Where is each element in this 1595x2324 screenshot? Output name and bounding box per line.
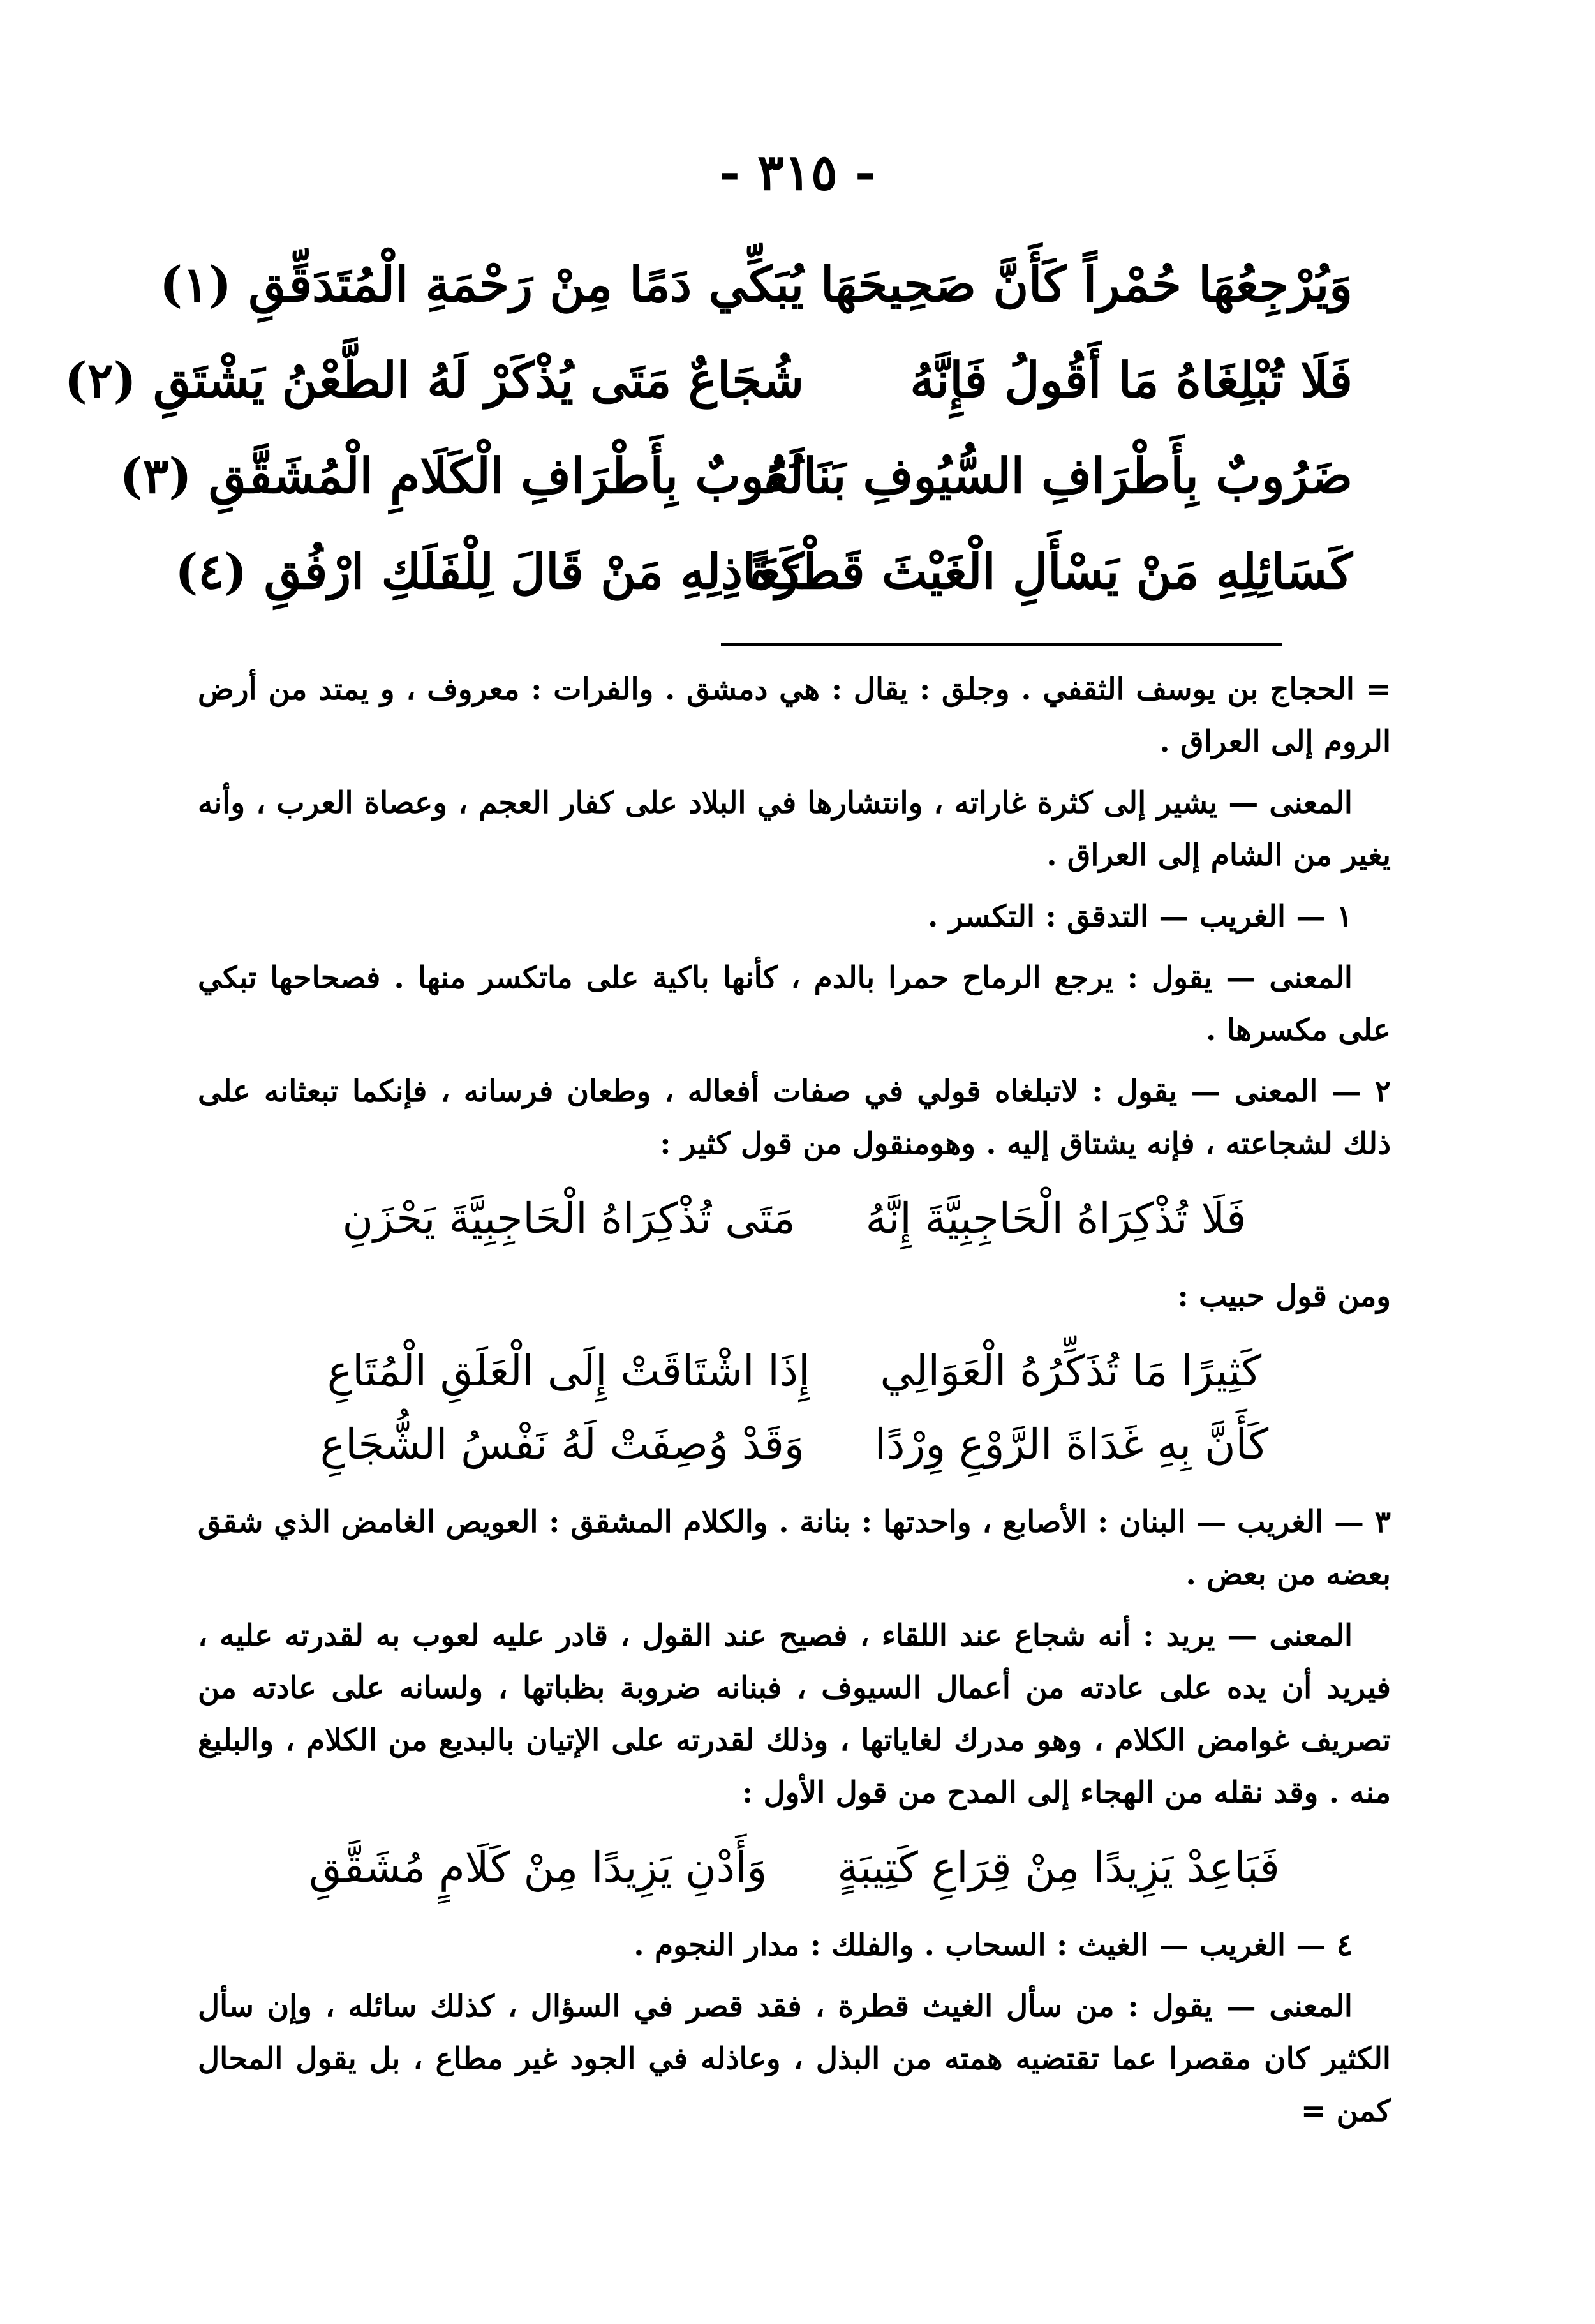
verse-second-hemistich: شُجَاعٌ مَتَى يُذْكَرْ لَهُ الطَّعْنُ يَشْتَقِ (٢) xyxy=(64,351,804,408)
quoted-second-hemistich: وَأَدْنِ يَزِيدًا مِنْ كَلَامٍ مُشَقَّقِ xyxy=(309,1843,768,1892)
quoted-first-hemistich: كَأَنَّ بِهِ غَدَاةَ الرَّوْعِ وِرْدًا xyxy=(874,1420,1269,1469)
verse-line xyxy=(160,236,1353,332)
commentary-paragraph: = الحجاج بن يوسف الثقفي . وجلق : يقال : هي دمشق . والفرات : معروف ، و يمتد من أرض الروم إلى العراق . xyxy=(198,672,1391,759)
verse-first-hemistich: كَسَائِلِهِ مَنْ يَسْأَلِ الْغَيْثَ قَطْرَةً xyxy=(750,542,1353,600)
verse-second-hemistich: لَعُوبٌ بِأَطْرَافِ الْكَلَامِ الْمُشَقَّقِ (٣) xyxy=(119,447,804,504)
quoted-verse xyxy=(198,1334,1391,1481)
quoted-verse xyxy=(198,1182,1391,1255)
page-number: - ٣١٥ - xyxy=(719,144,876,202)
commentary-paragraph: المعنى — يقول : يرجع الرماح حمرا بالدم ، كأنها باكية على ماتكسر منها . فصحاحها تبكي على مكسرها . xyxy=(198,960,1391,1048)
footnote-2-meaning: ٢ — المعنى — يقول : لاتبلغاه قولي في صفات أفعاله ، وطعان فرسانه ، فإنكما تبعثانه على ذلك لشجاعته ، فإنه يشتاق إليه . وهومنقول من قول كثير : xyxy=(198,1074,1391,1161)
commentary-paragraph: المعنى — يريد : أنه شجاع عند اللقاء ، فصيح عند القول ، قادر عليه لعوب به لقدرته عليه ، فيريد أن يده على عادته من أعمال السيوف ، فبنانه ضروبة بظباتها ، ولسانه على عادته من تصريف غوامض الكلام ، وهو مدرك لغاياتها ، وذلك لقدرته على الإتيان بالبديع من الكلام ، والبليغ منه . وقد نقله من الهجاء إلى المدح من قول الأول : xyxy=(198,1618,1391,1810)
commentary-paragraph: ومن قول حبيب : xyxy=(1177,1279,1391,1314)
verse-line xyxy=(175,523,1353,619)
quoted-second-hemistich: مَتَى تُذْكِرَاهُ الْحَاجِبِيَّةَ يَحْزَنِ xyxy=(342,1194,796,1243)
quoted-first-hemistich: فَبَاعِدْ يَزِيدًا مِنْ قِرَاعِ كَتِيبَةٍ xyxy=(837,1843,1280,1892)
quoted-second-hemistich: إِذَا اشْتَاقَتْ إِلَى الْعَلَقِ الْمُتَاعِ xyxy=(327,1346,810,1396)
quoted-first-hemistich: كَثِيرًا مَا تُذَكِّرُهُ الْعَوَالِي xyxy=(880,1346,1262,1396)
quoted-first-hemistich: فَلَا تُذْكِرَاهُ الْحَاجِبِيَّةَ إِنَّهُ xyxy=(865,1194,1247,1243)
verse-first-hemistich: وَيُرْجِعُهَا حُمْراً كَأَنَّ صَحِيحَهَا xyxy=(820,255,1353,313)
quoted-verse-line xyxy=(320,1408,1268,1481)
separator-rule xyxy=(721,643,1282,646)
footnote-1-gloss: ١ — الغريب — التدقق : التكسر . xyxy=(928,899,1353,934)
quoted-verse-line xyxy=(343,1182,1247,1255)
quoted-second-hemistich: وَقَدْ وُصِفَتْ لَهُ نَفْسُ الشُّجَاعِ xyxy=(320,1420,805,1469)
verse-line xyxy=(119,428,1353,523)
quoted-verse-line xyxy=(309,1831,1280,1904)
verse-second-hemistich: يُبَكِّي دَمًا مِنْ رَحْمَةِ الْمُتَدَقِّقِ (١) xyxy=(160,255,804,313)
quoted-verse-line xyxy=(327,1334,1261,1408)
commentary-footnotes xyxy=(198,664,1391,2147)
commentary-paragraph: المعنى — يقول : من سأل الغيث قطرة ، فقد قصر في السؤال ، كذلك سائله ، وإن سأل الكثير كان مقصرا عما تقتضيه همته من البذل ، وعاذله في الجود غير مطاع ، بل يقول المحال كمن = xyxy=(198,1989,1391,2129)
footnote-3-gloss: ٣ — الغريب — البنان : الأصابع ، واحدتها : بنانة . والكلام المشقق : العويص الغامض الذي شقق بعضه من بعض . xyxy=(198,1505,1391,1592)
quoted-verse xyxy=(198,1831,1391,1904)
commentary-paragraph: المعنى — يشير إلى كثرة غاراته ، وانتشارها في البلاد على كفار العجم ، وعصاة العرب ، وأنه يغير من الشام إلى العراق . xyxy=(198,786,1391,873)
footnote-4-gloss: ٤ — الغريب — الغيث : السحاب . والفلك : مدار النجوم . xyxy=(634,1928,1353,1963)
poem-verses xyxy=(64,236,1353,619)
verse-second-hemistich: كَعَاذِلِهِ مَنْ قَالَ لِلْفَلَكِ ارْفُقِ (٤) xyxy=(175,542,804,600)
verse-first-hemistich: ضَرُوبٌ بِأَطْرَافِ السُّيُوفِ بَنَانُهُ xyxy=(764,447,1353,504)
verse-first-hemistich: فَلَا تُبْلِغَاهُ مَا أَقُولُ فَإِنَّهُ xyxy=(910,351,1353,408)
verse-line xyxy=(64,332,1353,428)
